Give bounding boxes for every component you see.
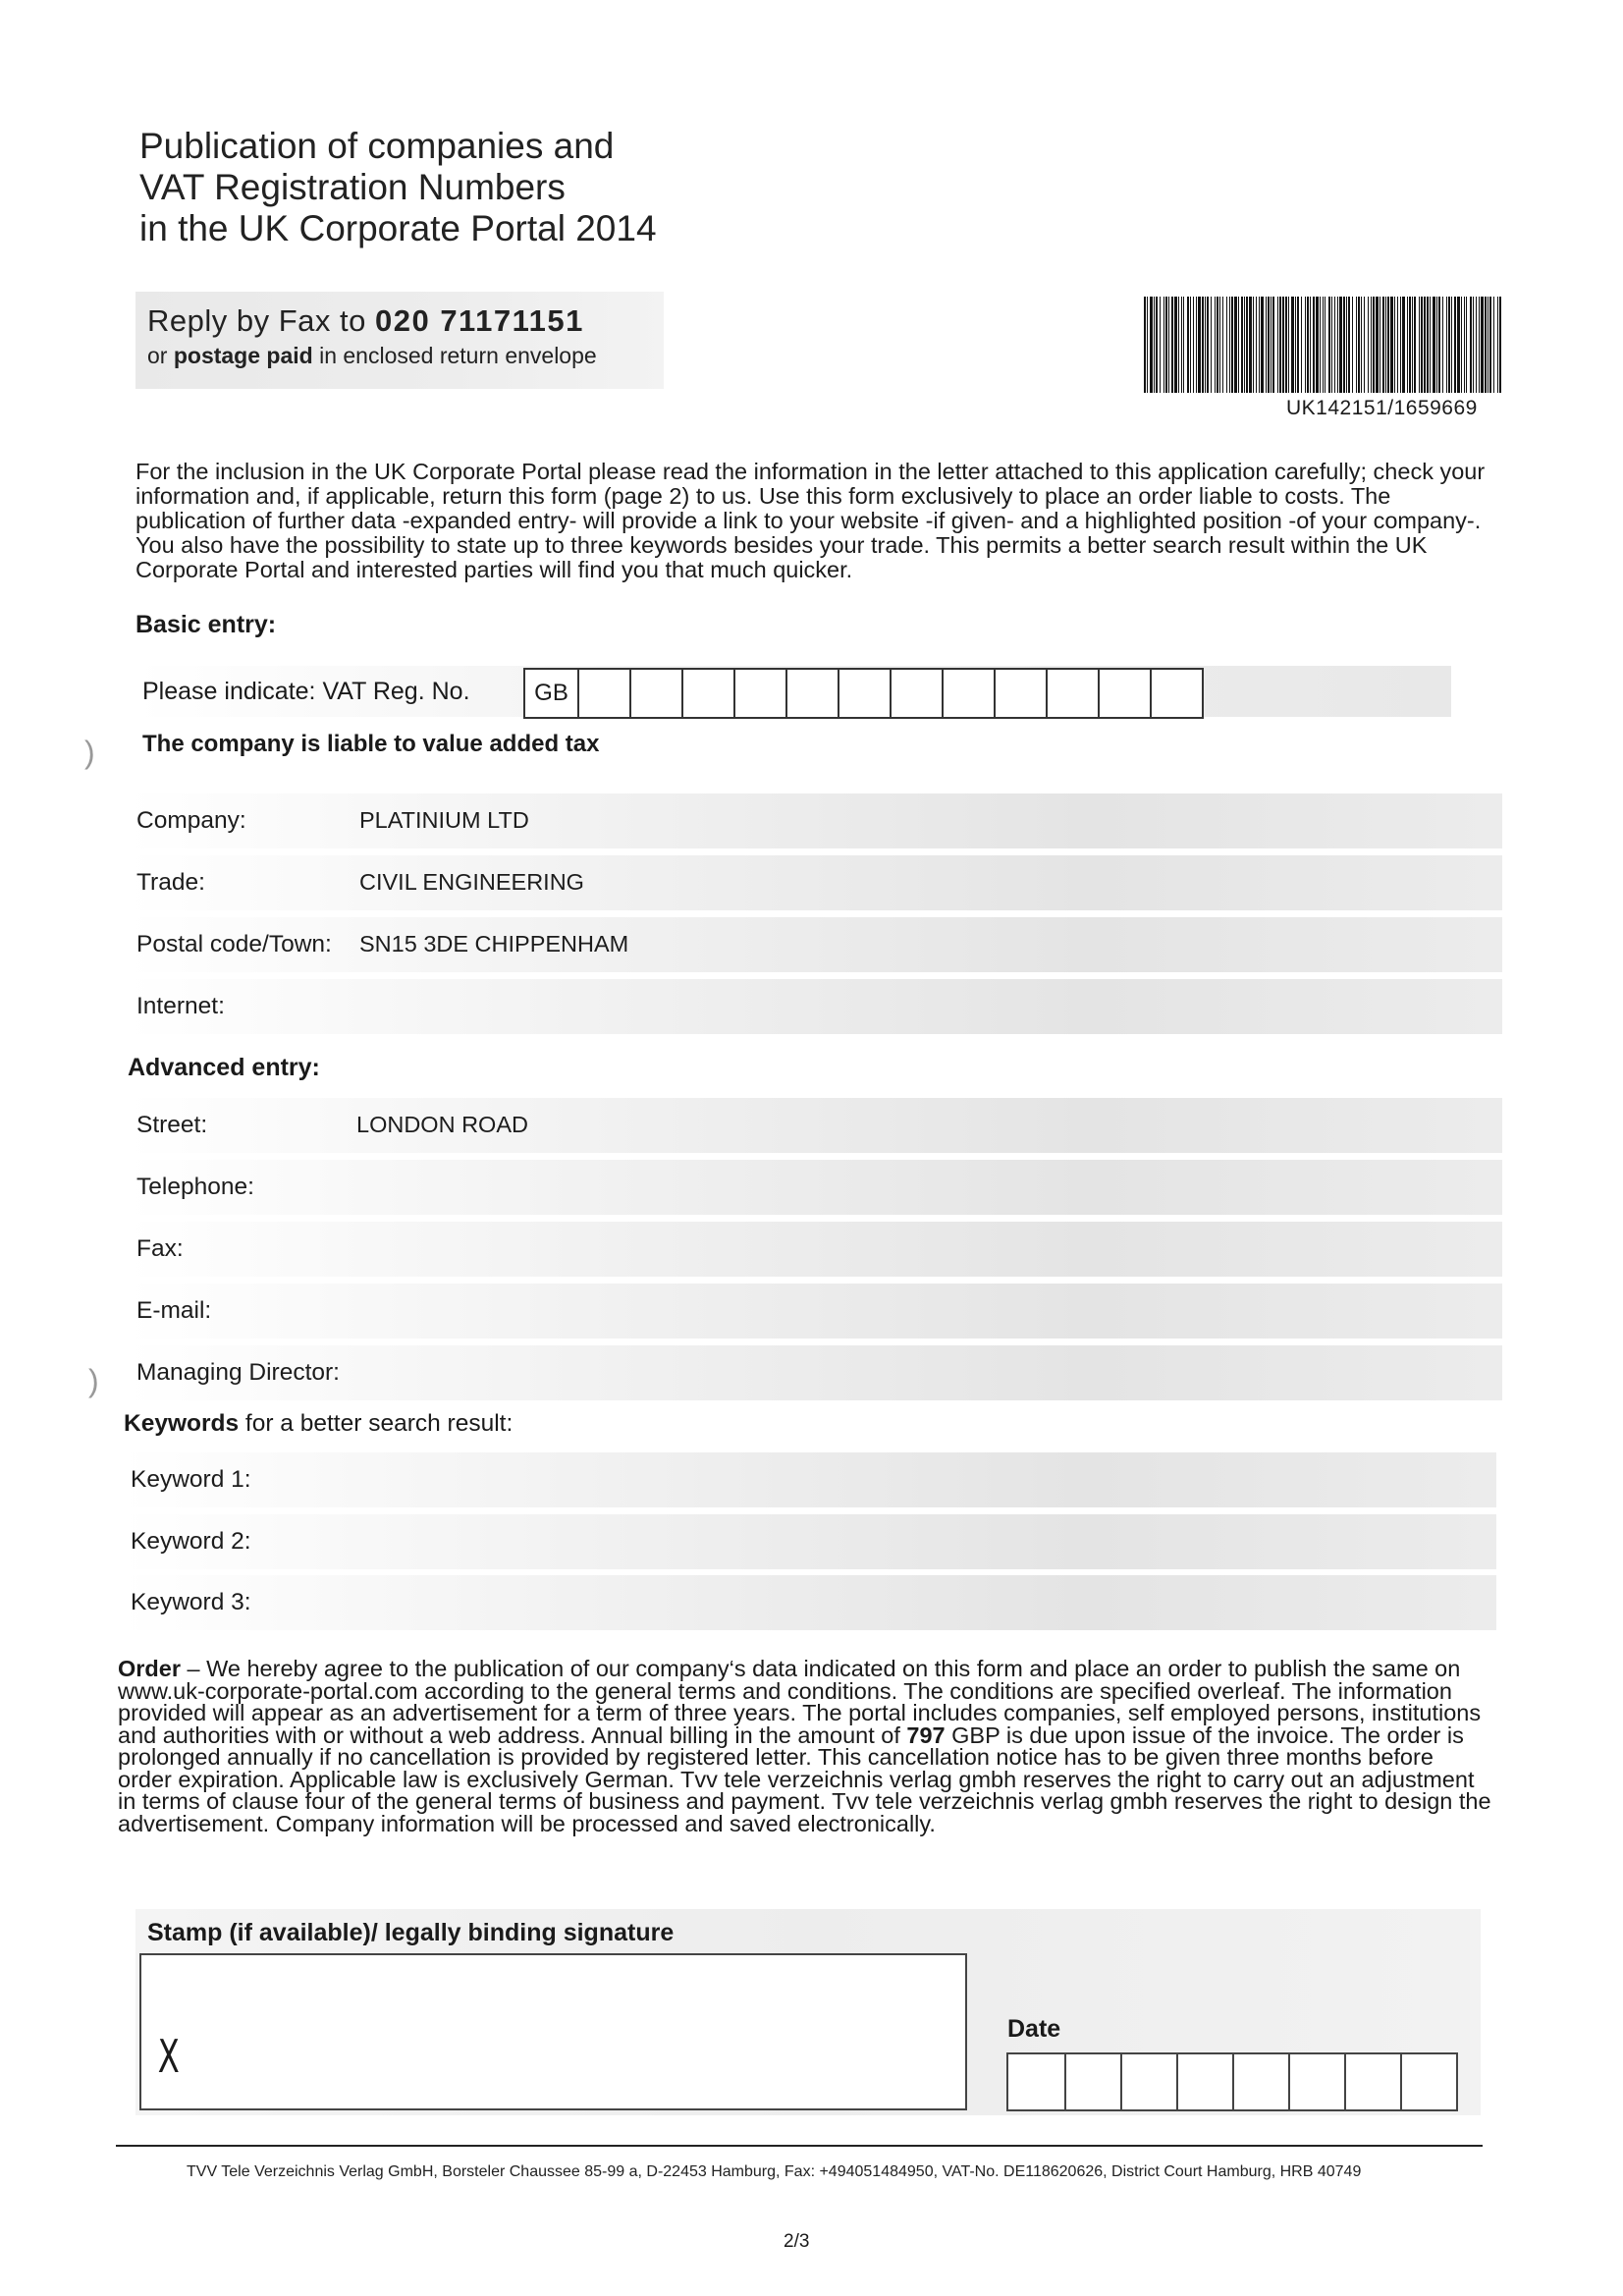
barcode-bar (1295, 297, 1296, 393)
barcode-bar (1337, 297, 1338, 393)
date-digit-box[interactable] (1400, 2054, 1456, 2109)
date-input[interactable] (1006, 2052, 1458, 2111)
barcode-bar (1364, 297, 1365, 393)
barcode-bar (1165, 297, 1167, 393)
signature-section (135, 1909, 1481, 2115)
keyword-1-field[interactable] (122, 1452, 1496, 1507)
field-label: Street: (136, 1112, 208, 1138)
barcode-bar (1352, 297, 1353, 393)
barcode-bar (1244, 297, 1245, 393)
vat-digit-box[interactable] (681, 670, 733, 717)
barcode-bar (1202, 297, 1204, 393)
barcode-bar (1376, 297, 1379, 393)
barcode-bar (1470, 297, 1472, 393)
barcode-bar (1356, 297, 1357, 393)
barcode-bar (1331, 297, 1332, 393)
barcode-bar (1461, 297, 1462, 393)
barcode-bar (1301, 297, 1302, 393)
field-value: SN15 3DE CHIPPENHAM (359, 931, 629, 957)
title-line-3: in the UK Corporate Portal 2014 (139, 208, 657, 248)
scan-mark: ) (84, 735, 95, 770)
barcode-bar (1171, 297, 1173, 393)
advanced-entry-heading: Advanced entry: (128, 1054, 320, 1081)
barcode-bar (1307, 297, 1309, 393)
barcode-bar (1285, 297, 1287, 393)
footer-divider (116, 2145, 1483, 2147)
barcode-bar (1253, 297, 1254, 393)
barcode-bar (1198, 297, 1201, 393)
date-digit-box[interactable] (1064, 2054, 1120, 2109)
barcode-bar (1246, 297, 1248, 393)
barcode-bar (1313, 297, 1315, 393)
barcode-bar (1427, 297, 1429, 393)
barcode-bar (1343, 297, 1345, 393)
barcode-bar (1339, 297, 1342, 393)
vat-prefix-cell: GB (534, 680, 568, 706)
title-line-1: Publication of companies and (139, 126, 615, 166)
barcode-bar (1421, 297, 1423, 393)
barcode-bar (1414, 297, 1416, 393)
order-label: Order (118, 1656, 181, 1681)
field-label: Internet: (136, 993, 225, 1019)
barcode-bar (1430, 297, 1431, 393)
barcode-bar (1229, 297, 1230, 393)
vat-digit-box[interactable] (994, 670, 1046, 717)
barcode-bar (1183, 297, 1184, 393)
barcode-bar (1279, 297, 1281, 393)
barcode-bar (1358, 297, 1360, 393)
date-digit-box[interactable] (1344, 2054, 1400, 2109)
fax-field[interactable] (128, 1222, 1502, 1277)
barcode-bar (1297, 297, 1299, 393)
barcode-bar (1178, 297, 1179, 393)
barcode-bar (1256, 297, 1257, 393)
barcode-bar (1147, 297, 1148, 393)
barcode-bar (1334, 297, 1335, 393)
signature-mark: X (157, 2030, 180, 2083)
barcode-bar (1371, 297, 1372, 393)
barcode-bar (1238, 297, 1239, 393)
barcode-bar (1249, 297, 1252, 393)
postage-paid: postage paid (173, 343, 313, 368)
street-field[interactable] (128, 1098, 1502, 1153)
barcode-bar (1485, 297, 1487, 393)
barcode-bar (1438, 297, 1440, 393)
barcode-bar (1446, 297, 1447, 393)
barcode-bar (1464, 297, 1465, 393)
date-digit-box[interactable] (1120, 2054, 1176, 2109)
barcode-bar (1291, 297, 1294, 393)
field-label: Keyword 1: (131, 1466, 251, 1493)
barcode-bar (1382, 297, 1384, 393)
vat-digit-box[interactable] (838, 670, 890, 717)
barcode-bar (1451, 297, 1452, 393)
keywords-heading-bold: Keywords (124, 1410, 240, 1437)
barcode-bar (1387, 297, 1389, 393)
barcode-bar (1215, 297, 1216, 393)
vat-label: Please indicate: VAT Reg. No. (142, 678, 470, 705)
telephone-field[interactable] (128, 1160, 1502, 1215)
barcode-bar (1168, 297, 1169, 393)
barcode-icon (1142, 297, 1503, 393)
barcode-bar (1466, 297, 1467, 393)
barcode-bar (1282, 297, 1284, 393)
reply-by-fax-box (135, 292, 664, 389)
barcode-bar (1219, 297, 1220, 393)
field-label: Managing Director: (136, 1359, 340, 1386)
keyword-2-field[interactable] (122, 1514, 1496, 1569)
barcode-bar (1400, 297, 1401, 393)
barcode-bar (1187, 297, 1189, 393)
reply-postage-line (147, 343, 597, 369)
barcode-bar (1499, 297, 1501, 393)
barcode-bar (1222, 297, 1223, 393)
date-digit-box[interactable] (1232, 2054, 1288, 2109)
signature-box[interactable] (139, 1953, 967, 2110)
reply-fax-line (147, 303, 584, 339)
barcode-bar (1193, 297, 1194, 393)
field-label: Fax: (136, 1235, 184, 1262)
barcode-bar (1305, 297, 1306, 393)
barcode-bar (1348, 297, 1350, 393)
barcode-bar (1163, 297, 1164, 393)
barcode-bar (1196, 297, 1197, 393)
barcode-bar (1207, 297, 1209, 393)
postage-prefix: or (147, 343, 174, 368)
barcode-bar (1154, 297, 1155, 393)
barcode-bar (1346, 297, 1347, 393)
date-digit-box[interactable] (1008, 2054, 1064, 2109)
order-amount: 797 (906, 1722, 946, 1748)
barcode-bar (1361, 297, 1362, 393)
barcode-bar (1481, 297, 1484, 393)
barcode-bar (1181, 297, 1182, 393)
barcode-bar (1457, 297, 1460, 393)
vat-row (135, 666, 1451, 717)
reply-prefix: Reply by Fax to (147, 303, 375, 338)
field-label: Keyword 2: (131, 1528, 251, 1555)
barcode-bar (1497, 297, 1498, 393)
barcode-bar (1277, 297, 1278, 393)
barcode-bar (1454, 297, 1456, 393)
barcode-bar (1394, 297, 1395, 393)
title-line-2: VAT Registration Numbers (139, 167, 566, 207)
trade-field[interactable] (128, 855, 1502, 910)
barcode-bar (1493, 297, 1494, 393)
field-value: LONDON ROAD (356, 1112, 528, 1137)
stamp-signature-label: Stamp (if available)/ legally binding signature (147, 1919, 675, 1946)
barcode-bar (1316, 297, 1319, 393)
barcode-bar (1397, 297, 1398, 393)
footer-company-info: TVV Tele Verzeichnis Verlag GmbH, Borsteler Chaussee 85-99 a, D-22453 Hamburg, Fax: +494051484950, VAT-No. DE118620626, District Court Hamburg, HRB 40749 (187, 2163, 1362, 2180)
vat-number-input[interactable] (523, 668, 1204, 719)
postage-suffix: in enclosed return envelope (312, 343, 597, 368)
order-text-part2: GBP is due upon issue of the invoice. The order is prolonged annually if no cancellation is provided by registered letter. This cancellation notice has to be given three months before order expiration. Applicable law is exclusively German. Tvv tele verzeichnis verlag gmbh reserves the right to carry out an adjustment in terms of clause four of the general terms of business and payment. Tvv tele verzeichnis verlag gmbh reserves the right to design the advertisement. Company information will be processed and saved electronically. (118, 1722, 1491, 1836)
field-label: Trade: (136, 869, 205, 896)
barcode-bar (1234, 297, 1237, 393)
field-label: Telephone: (136, 1174, 254, 1200)
barcode-bar (1231, 297, 1233, 393)
barcode-bar (1476, 297, 1477, 393)
order-text-part1: – We hereby agree to the publication of our company‘s data indicated on this form and place an order to publish the same on www.uk-corporate-portal.com according to the general terms and conditions. The conditions are specified overleaf. The information provided will appear as an advertisement for a term of three years. The portal includes companies, self employed persons, institutions and authorities with or without a web address. Annual billing in the amount of (118, 1656, 1482, 1748)
vat-digit-box[interactable] (890, 670, 942, 717)
vat-digit-box[interactable] (942, 670, 994, 717)
field-label: Postal code/Town: (136, 931, 332, 957)
barcode-bar (1190, 297, 1191, 393)
postal-code-town-field[interactable] (128, 917, 1502, 972)
barcode-bar (1150, 297, 1153, 393)
field-label: Keyword 3: (131, 1589, 251, 1615)
keywords-heading (124, 1410, 513, 1438)
date-digit-box[interactable] (1176, 2054, 1232, 2109)
barcode-number: UK142151/1659669 (1286, 397, 1478, 419)
vat-digit-box[interactable] (785, 670, 838, 717)
barcode-bar (1385, 297, 1386, 393)
vat-digit-box[interactable] (577, 670, 629, 717)
barcode-bar (1272, 297, 1274, 393)
barcode-bar (1268, 297, 1270, 393)
page-title (139, 126, 657, 249)
intro-paragraph (135, 460, 1505, 582)
managing-director-field[interactable] (128, 1345, 1502, 1400)
field-value: PLATINIUM LTD (359, 807, 529, 833)
barcode-bar (1320, 297, 1321, 393)
vat-digit-box[interactable] (1150, 670, 1202, 717)
page-number: 2/3 (784, 2231, 810, 2252)
barcode-bar (1323, 297, 1324, 393)
barcode-bar (1412, 297, 1413, 393)
barcode-bar (1489, 297, 1491, 393)
intro-text: For the inclusion in the UK Corporate Portal please read the information in the letter attached to this application carefully; check your information and, if applicable, return this form (page 2) to us. Use this form exclusively to place an order liable to costs. The publication of further data -expanded entry- will provide a link to your website -if given- and a highlighted position -of your company-. You also have the possibility to state up to three keywords besides your trade. This permits a better search result within the UK Corporate Portal and interested parties will find you that much quicker. (135, 459, 1486, 582)
barcode-bar (1448, 297, 1450, 393)
barcode-bar (1473, 297, 1474, 393)
barcode-bar (1266, 297, 1267, 393)
date-label: Date (1007, 2015, 1061, 2043)
vat-digit-box[interactable] (629, 670, 681, 717)
barcode-bar (1160, 297, 1161, 393)
barcode-bar (1261, 297, 1264, 393)
barcode-bar (1144, 297, 1146, 393)
keyword-3-field[interactable] (122, 1575, 1496, 1630)
barcode-bar (1211, 297, 1212, 393)
barcode-bar (1259, 297, 1260, 393)
fax-number: 020 71171151 (374, 303, 584, 338)
barcode-bar (1433, 297, 1435, 393)
barcode-bar (1442, 297, 1443, 393)
barcode-bar (1409, 297, 1411, 393)
barcode-bar (1241, 297, 1243, 393)
company-field[interactable] (128, 793, 1502, 848)
field-label: E-mail: (136, 1297, 212, 1324)
vat-digit-box[interactable] (1098, 670, 1150, 717)
internet-field[interactable] (128, 979, 1502, 1034)
barcode-bar (1390, 297, 1393, 393)
barcode-bar (1436, 297, 1437, 393)
barcode-bar (1479, 297, 1480, 393)
scan-mark: ) (88, 1363, 99, 1398)
barcode-bar (1156, 297, 1158, 393)
vat-liable-note: The company is liable to value added tax (142, 731, 600, 757)
basic-entry-heading: Basic entry: (135, 611, 277, 638)
field-value: CIVIL ENGINEERING (359, 869, 584, 895)
email-field[interactable] (128, 1284, 1502, 1339)
date-digit-box[interactable] (1288, 2054, 1344, 2109)
vat-digit-box[interactable] (733, 670, 785, 717)
barcode-bar (1174, 297, 1177, 393)
barcode-bar (1424, 297, 1426, 393)
barcode-bar (1310, 297, 1311, 393)
barcode-bar (1328, 297, 1330, 393)
barcode-bar (1373, 297, 1375, 393)
barcode-bar (1368, 297, 1369, 393)
vat-digit-box[interactable] (1046, 670, 1098, 717)
barcode-bar (1407, 297, 1408, 393)
field-label: Company: (136, 807, 246, 834)
barcode-bar (1402, 297, 1405, 393)
keywords-heading-rest: for a better search result: (239, 1410, 514, 1437)
barcode-bar (1288, 297, 1289, 393)
order-text (118, 1658, 1492, 1834)
barcode-bar (1217, 297, 1218, 393)
barcode-bar (1419, 297, 1420, 393)
order-terms-paragraph (118, 1658, 1492, 1834)
barcode-bar (1226, 297, 1227, 393)
barcode-bar (1205, 297, 1206, 393)
